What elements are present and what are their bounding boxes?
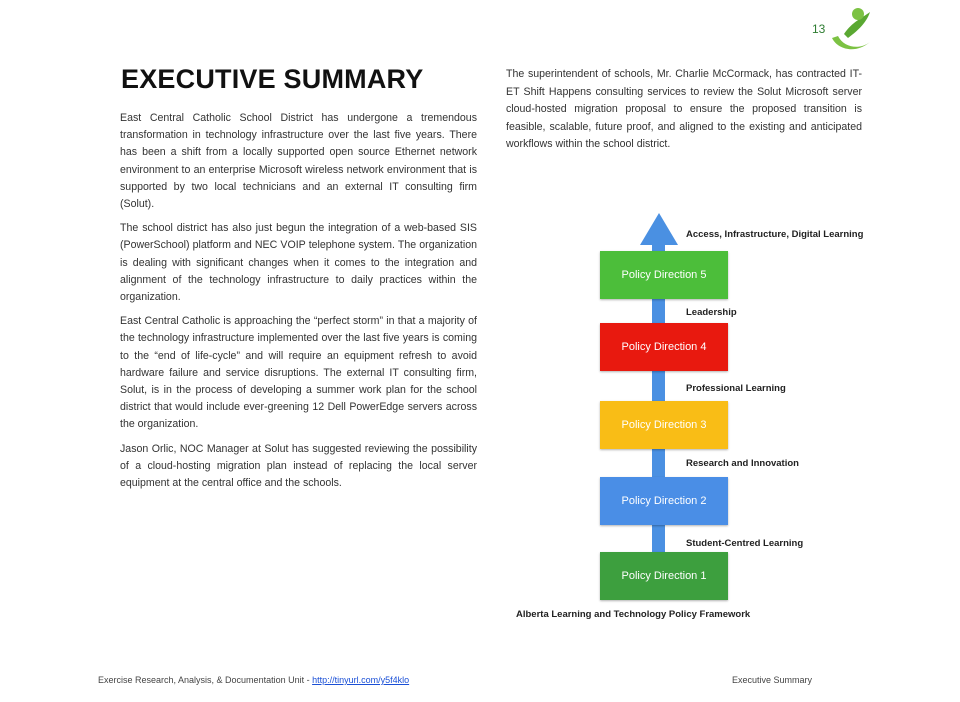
diagram-top-label: Access, Infrastructure, Digital Learning (686, 229, 864, 240)
page-number: 13 (812, 22, 826, 36)
label-professional-learning: Professional Learning (686, 383, 786, 394)
arrow-up-icon (640, 213, 678, 245)
left-column (120, 110, 477, 499)
footer-left (98, 675, 409, 685)
policy-framework-diagram (510, 205, 930, 625)
footer-section-title: Executive Summary (732, 675, 813, 685)
policy-direction-1: Policy Direction 1 (600, 552, 728, 600)
footer-text: Exercise Research, Analysis, & Documentation Unit - (98, 675, 313, 685)
label-research-innovation: Research and Innovation (686, 458, 799, 469)
label-student-centred-learning: Student-Centred Learning (686, 538, 804, 549)
policy-direction-3: Policy Direction 3 (600, 401, 728, 449)
diagram-caption: Alberta Learning and Technology Policy Framework (516, 609, 751, 620)
page-title: EXECUTIVE SUMMARY (121, 64, 424, 94)
label-leadership: Leadership (686, 307, 737, 318)
right-column (506, 66, 862, 154)
policy-direction-2: Policy Direction 2 (600, 477, 728, 525)
logo-icon (826, 4, 874, 56)
paragraph: East Central Catholic School District has undergone a tremendous transformation in technology infrastructure over the last five years. There has been a shift from a locally supported open source Ethernet network environment to an enterprise Microsoft wireless network environment that is supported by two local technicians and an external IT consulting firm (Solut). (120, 112, 477, 211)
paragraph: Jason Orlic, NOC Manager at Solut has suggested reviewing the possibility of a cloud-hosting migration plan instead of replacing the local server equipment at the central office and the schools. (120, 442, 477, 490)
footer-link[interactable]: http://tinyurl.com/y5f4klo (312, 675, 410, 685)
policy-direction-5: Policy Direction 5 (600, 251, 728, 299)
paragraph: The school district has also just begun the integration of a web-based SIS (PowerSchool) platform and NEC VOIP telephone system. The organization is dealing with significant changes when it comes to the integration and alignment of the technology infrastructure to daily practices within the organization. (120, 222, 477, 304)
policy-direction-4: Policy Direction 4 (600, 323, 728, 371)
paragraph: The superintendent of schools, Mr. Charlie McCormack, has contracted IT-ET Shift Happens consulting services to review the Solut Microsoft server cloud-hosted migration proposal to ensure the proposed transition is feasible, scalable, future proof, and aligned to the existing and anticipated workflows within the school district. (506, 68, 862, 151)
paragraph: East Central Catholic is approaching the “perfect storm” in that a majority of the technology infrastructure implemented over the last five years is coming to the “end of life-cycle” and will require an equipment refresh to avoid hardware failure and service disruptions. The external IT consulting firm, Solut, is in the process of developing a summer work plan for the school district that would include ever-greening 12 Dell PowerEdge servers across the organization. (120, 315, 477, 431)
